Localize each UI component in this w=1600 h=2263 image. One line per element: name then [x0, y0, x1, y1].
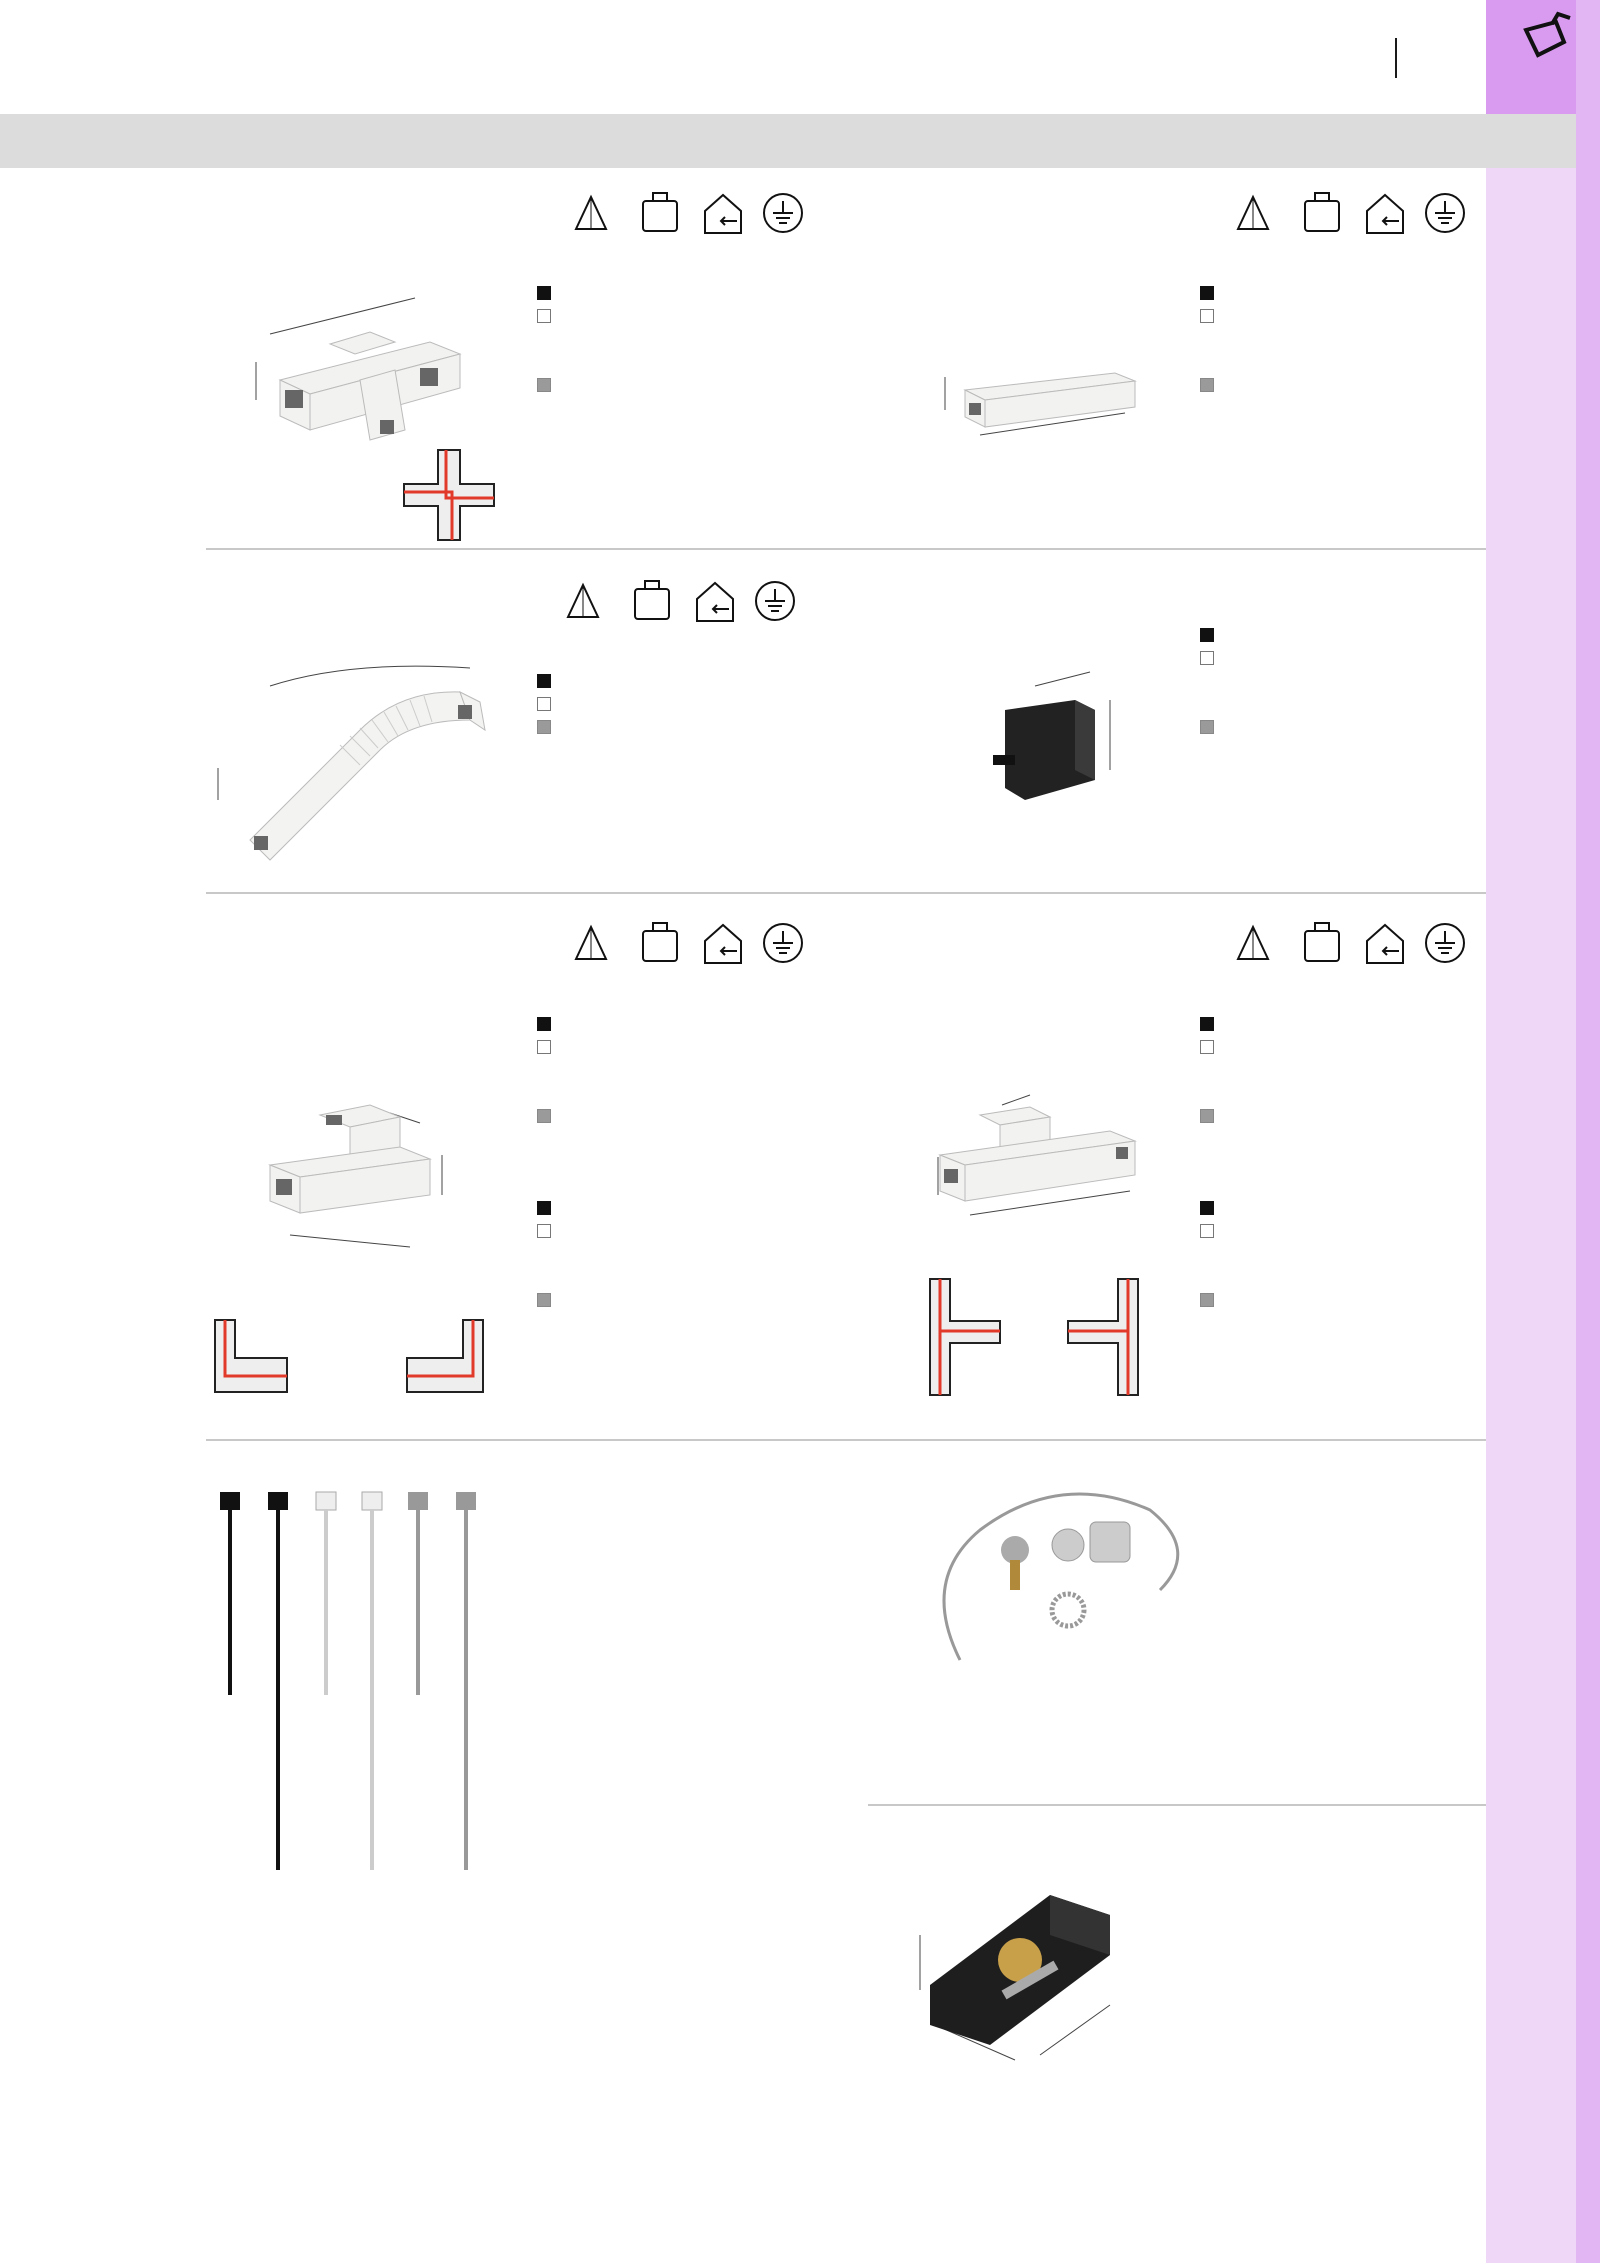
- silver-swatch: [1200, 720, 1214, 734]
- row-divider: [206, 1439, 1486, 1441]
- black-swatch: [1200, 1017, 1214, 1031]
- indoor-house-icon: [1367, 195, 1403, 233]
- black-swatch: [537, 1201, 551, 1215]
- certification-icons: [573, 189, 803, 239]
- l-wiring-diagram-1: [213, 1318, 293, 1394]
- black-swatch: [1200, 628, 1214, 642]
- earth-ground-icon: [1426, 194, 1464, 232]
- x-wiring-diagram: [402, 448, 498, 542]
- rigid-suspension-image: [210, 1490, 490, 1880]
- silver-swatch: [1200, 378, 1214, 392]
- weight-icon: [635, 581, 669, 619]
- black-swatch: [537, 286, 551, 300]
- vde-icon: [576, 197, 606, 229]
- spotlight-icon: [1486, 0, 1576, 115]
- title-separator: [1395, 38, 1397, 78]
- silver-swatch: [537, 1109, 551, 1123]
- t-connector-image: [920, 1085, 1160, 1235]
- silver-swatch: [1200, 1293, 1214, 1307]
- black-swatch: [537, 674, 551, 688]
- earth-ground-icon: [756, 582, 794, 620]
- indoor-house-icon: [1367, 925, 1403, 963]
- logo-box: [1486, 0, 1576, 115]
- certification-icons: [573, 919, 803, 969]
- black-swatch: [1200, 1201, 1214, 1215]
- white-swatch: [1200, 1224, 1214, 1238]
- weight-icon: [643, 923, 677, 961]
- white-swatch: [537, 697, 551, 711]
- white-swatch: [537, 1224, 551, 1238]
- indoor-house-icon: [705, 925, 741, 963]
- t-wiring-diagram-2: [1066, 1277, 1146, 1397]
- certification-icons: [1235, 189, 1465, 239]
- black-swatch: [1200, 286, 1214, 300]
- white-swatch: [1200, 651, 1214, 665]
- white-swatch: [537, 1040, 551, 1054]
- hanging-clip-image: [910, 1865, 1170, 2075]
- t-wiring-diagram-1: [922, 1277, 1002, 1397]
- vde-icon: [568, 585, 598, 617]
- silver-swatch: [537, 720, 551, 734]
- section-banner: [0, 114, 1576, 168]
- row-divider: [206, 892, 1486, 894]
- cable-suspension-image: [920, 1470, 1200, 1680]
- white-swatch: [537, 309, 551, 323]
- vde-icon: [576, 927, 606, 959]
- vde-icon: [1238, 927, 1268, 959]
- black-swatch: [537, 1017, 551, 1031]
- earth-ground-icon: [764, 194, 802, 232]
- weight-icon: [1305, 923, 1339, 961]
- certification-icons: [565, 577, 795, 627]
- weight-icon: [643, 193, 677, 231]
- silver-swatch: [1200, 1109, 1214, 1123]
- vde-icon: [1238, 197, 1268, 229]
- indoor-house-icon: [697, 583, 733, 621]
- earth-ground-icon: [764, 924, 802, 962]
- white-swatch: [1200, 309, 1214, 323]
- silver-swatch: [537, 1293, 551, 1307]
- straight-connector-image: [935, 355, 1165, 465]
- weight-icon: [1305, 193, 1339, 231]
- row-divider: [868, 1804, 1486, 1806]
- sidebar-strip-light: [1486, 0, 1576, 2263]
- white-swatch: [1200, 1040, 1214, 1054]
- flexible-connector-image: [210, 650, 500, 880]
- l-wiring-diagram-2: [405, 1318, 485, 1394]
- indoor-house-icon: [705, 195, 741, 233]
- end-cap-image: [985, 660, 1135, 810]
- earth-ground-icon: [1426, 924, 1464, 962]
- certification-icons: [1235, 919, 1465, 969]
- l-connector-image: [260, 1095, 480, 1255]
- silver-swatch: [537, 378, 551, 392]
